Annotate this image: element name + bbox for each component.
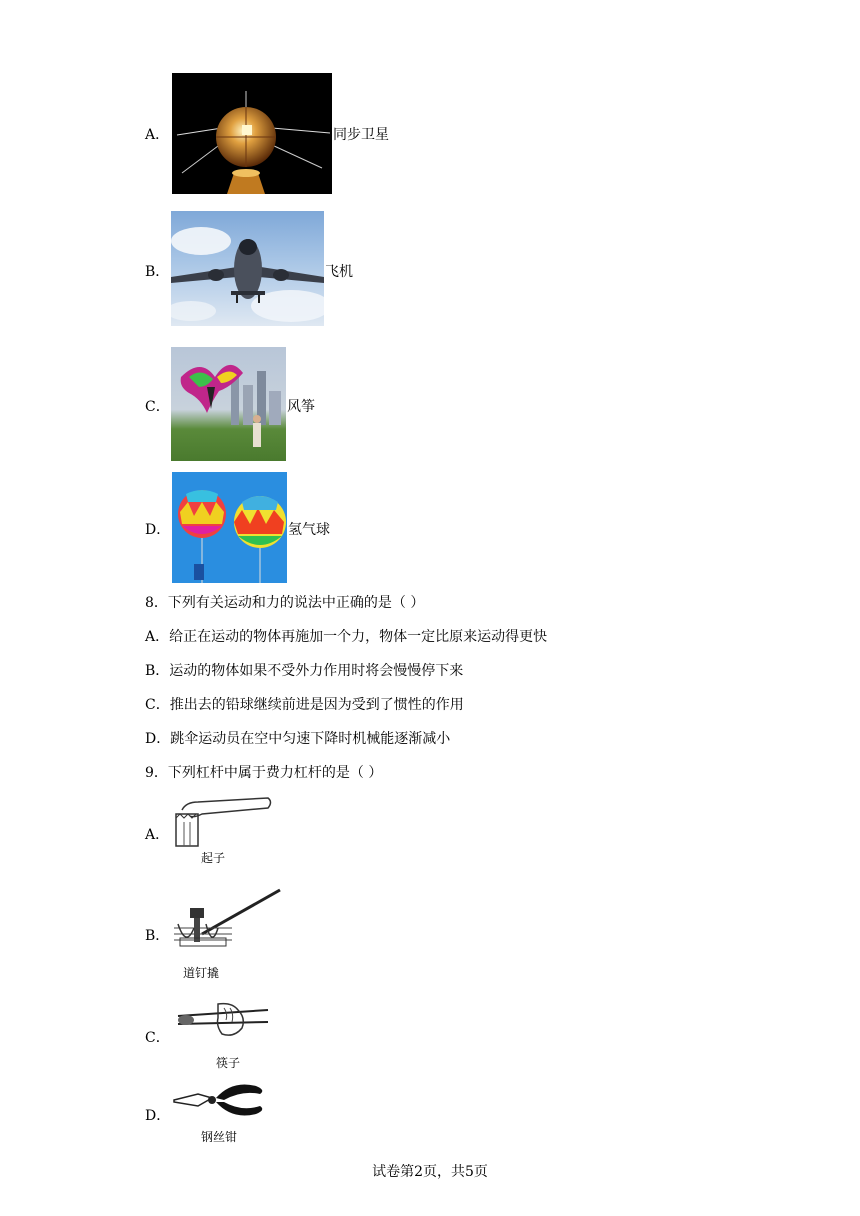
option-letter: C． xyxy=(145,1030,170,1046)
wire-pliers-drawing xyxy=(172,1082,266,1120)
option-letter: A． xyxy=(145,827,170,843)
option-b: B．运动的物体如果不受外力作用时将会慢慢停下来 xyxy=(145,663,464,679)
option-caption: 飞机 xyxy=(325,264,353,280)
option-letter: D． xyxy=(145,1108,171,1124)
airplane-image xyxy=(171,211,324,326)
option-letter: D． xyxy=(145,522,171,538)
kite-image xyxy=(171,347,286,461)
question-stem: 8．下列有关运动和力的说法中正确的是（ ） xyxy=(145,595,425,611)
satellite-image xyxy=(172,73,332,194)
option-c: C．推出去的铅球继续前进是因为受到了惯性的作用 xyxy=(145,697,464,713)
option-a: A．给正在运动的物体再施加一个力，物体一定比原来运动得更快 xyxy=(145,629,548,645)
hydrogen-balloon-image xyxy=(172,472,287,583)
option-letter: B． xyxy=(145,928,170,944)
option-letter: A． xyxy=(145,127,170,143)
option-d: D．跳伞运动员在空中匀速下降时机械能逐渐减小 xyxy=(145,731,451,747)
option-caption: 钢丝钳 xyxy=(201,1130,238,1144)
option-caption: 道钉撬 xyxy=(183,966,220,980)
bottle-opener-drawing xyxy=(172,796,274,848)
chopsticks-drawing xyxy=(172,1000,270,1046)
option-caption: 风筝 xyxy=(287,399,315,415)
option-letter: C． xyxy=(145,399,170,415)
option-caption: 筷子 xyxy=(216,1056,241,1070)
option-caption: 氢气球 xyxy=(288,522,330,538)
question-stem: 9．下列杠杆中属于费力杠杆的是（ ） xyxy=(145,765,383,781)
option-caption: 起子 xyxy=(201,851,226,865)
spike-crowbar-drawing xyxy=(172,888,282,952)
page-footer: 试卷第2页，共5页 xyxy=(372,1164,488,1180)
option-letter: B． xyxy=(145,264,170,280)
option-caption: 同步卫星 xyxy=(333,127,389,143)
